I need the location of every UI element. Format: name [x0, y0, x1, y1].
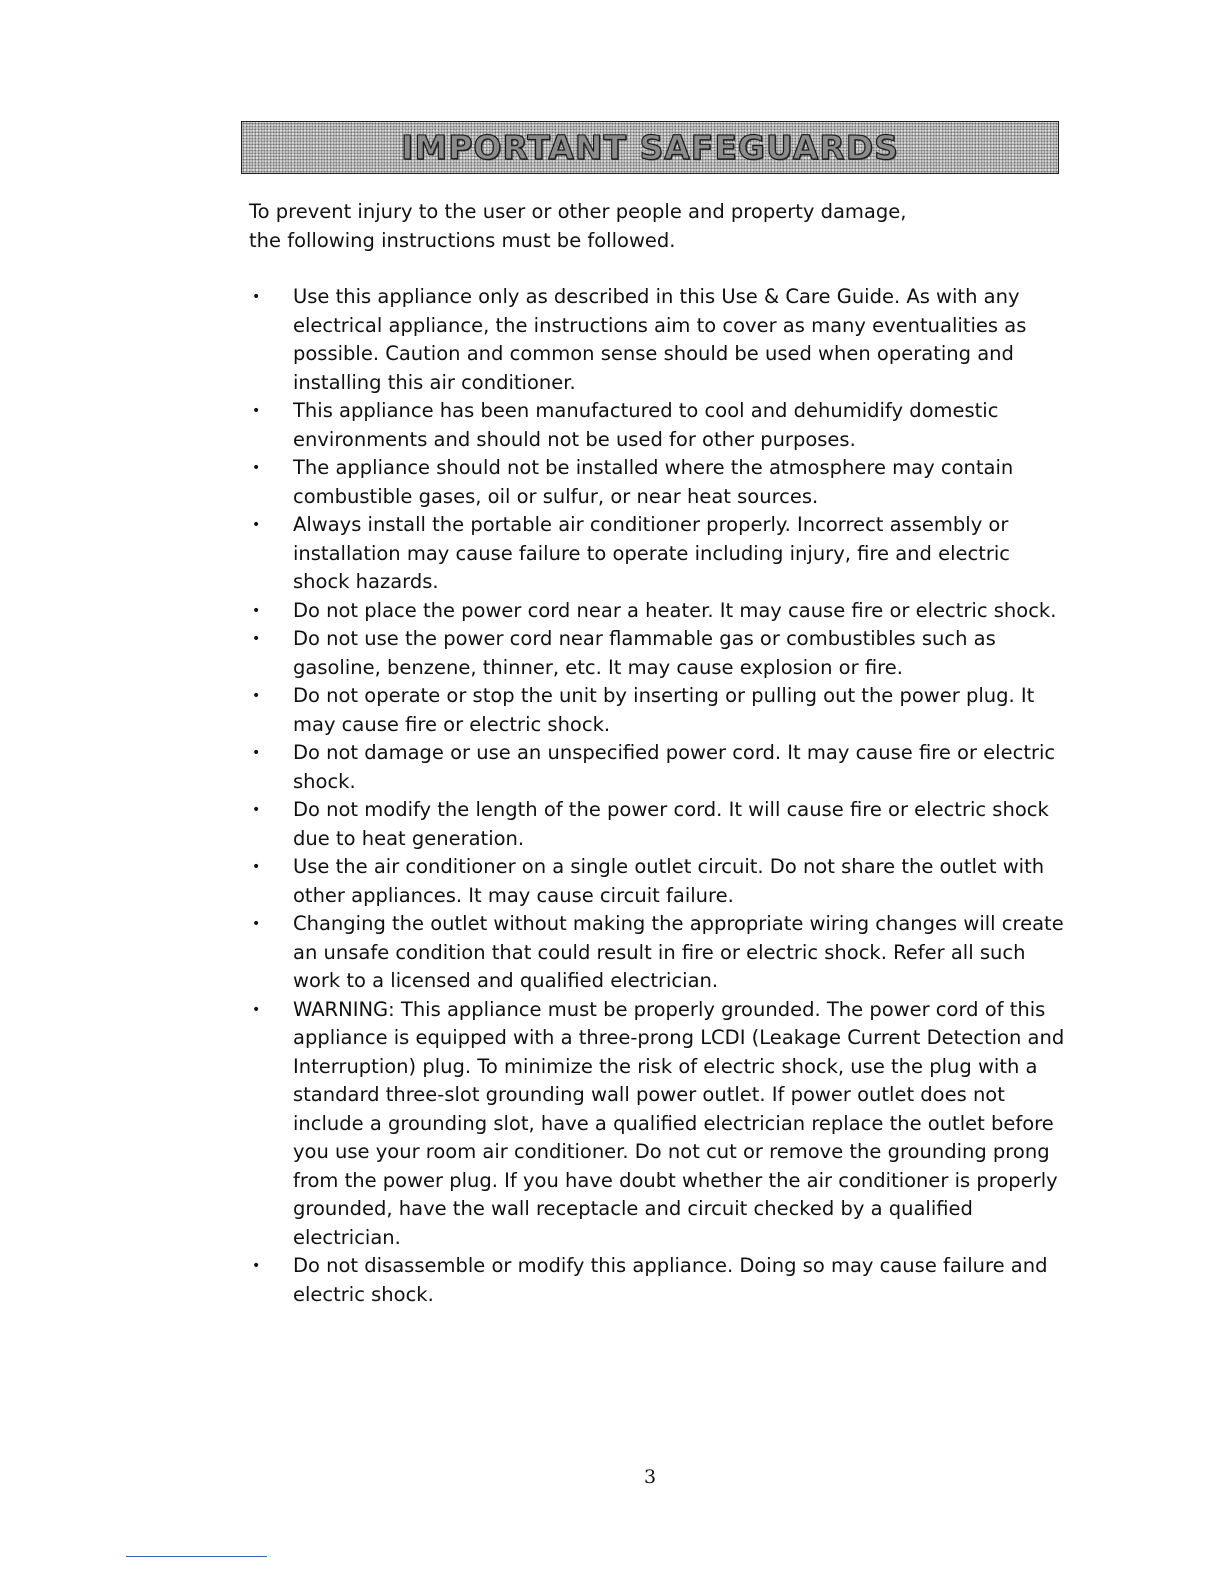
list-item-text: Do not disassemble or modify this appliance. Doing so may cause failure and electric shock. — [293, 1254, 1048, 1306]
list-item-text: WARNING: This appliance must be properly grounded. The power cord of this appliance is equipped with a three-prong LCDI (Leakage Current Detection and Interruption) plug. To minimize the risk of electric shock, use the plug with a standard three-slot grounding wall power outlet. If power outlet does not include a grounding slot, have a qualified electrician replace the outlet before you use your room air conditioner. Do not cut or remove the grounding prong from the power plug. If you have doubt whether the air conditioner is properly grounded, have the wall receptacle and circuit checked by a qualified electrician. — [293, 997, 1065, 1249]
list-item — [249, 996, 1069, 1253]
list-item-text: Changing the outlet without making the appropriate wiring changes will create an unsafe condition that could result in fire or electric shock. Refer all such work to a licensed and qualified electrician. — [293, 912, 1064, 992]
list-item — [249, 796, 1069, 853]
intro-line: the following instructions must be followed. — [249, 228, 676, 252]
list-item — [249, 597, 1069, 626]
page-number: 3 — [643, 1466, 657, 1488]
list-item — [249, 511, 1069, 597]
bullet-icon: • — [252, 517, 261, 533]
list-item — [249, 910, 1069, 996]
list-item — [249, 397, 1069, 454]
bullet-icon: • — [252, 688, 261, 704]
bullet-icon: • — [252, 631, 261, 647]
bullet-icon: • — [252, 403, 261, 419]
bullet-icon: • — [252, 802, 261, 818]
bullet-icon: • — [252, 859, 261, 875]
list-item — [249, 682, 1069, 739]
bullet-icon: • — [252, 602, 261, 619]
list-item-text: Do not use the power cord near flammable gas or combustibles such as gasoline, benzene, thinner, etc. It may cause explosion or fire. — [293, 627, 996, 679]
section-title: IMPORTANT SAFEGUARDS — [401, 128, 899, 167]
list-item-text: Do not damage or use an unspecified power cord. It may cause fire or electric shock. — [293, 741, 1056, 793]
bullet-icon: • — [252, 289, 261, 305]
bullet-icon: • — [252, 745, 261, 761]
section-header-banner — [241, 121, 1059, 174]
list-item-text: Always install the portable air conditioner properly. Incorrect assembly or installation may cause failure to operate including injury, fire and electric shock hazards. — [293, 513, 1011, 593]
bullet-icon: • — [252, 1258, 261, 1274]
bullet-icon: • — [252, 916, 261, 932]
list-item-text: Do not operate or stop the unit by inserting or pulling out the power plug. It may cause fire or electric shock. — [293, 684, 1035, 736]
list-item-text: Use the air conditioner on a single outlet circuit. Do not share the outlet with other appliances. It may cause circuit failure. — [293, 855, 1045, 907]
scan-edge-line — [126, 1556, 267, 1557]
safeguards-list — [249, 283, 1069, 1309]
list-item — [249, 625, 1069, 682]
intro-line: To prevent injury to the user or other people and property damage, — [249, 200, 907, 223]
list-item-text: Use this appliance only as described in this Use & Care Guide. As with any electrical appliance, the instructions aim to cover as many eventualities as possible. Caution and common sense should be used when operating and installing this air conditioner. — [293, 285, 1027, 394]
list-item — [249, 739, 1069, 796]
list-item-text: This appliance has been manufactured to cool and dehumidify domestic environments and should not be used for other purposes. — [293, 399, 999, 451]
list-item — [249, 283, 1069, 397]
list-item — [249, 454, 1069, 511]
list-item-text: Do not modify the length of the power cord. It will cause fire or electric shock due to heat generation. — [293, 798, 1049, 850]
intro-paragraph — [249, 198, 1049, 255]
bullet-icon: • — [252, 1001, 261, 1018]
list-item — [249, 853, 1069, 910]
list-item — [249, 1252, 1069, 1309]
list-item-text: Do not place the power cord near a heater. It may cause fire or electric shock. — [293, 598, 1057, 622]
bullet-icon: • — [252, 460, 261, 476]
list-item-text: The appliance should not be installed where the atmosphere may contain combustible gases, oil or sulfur, or near heat sources. — [293, 456, 1014, 508]
